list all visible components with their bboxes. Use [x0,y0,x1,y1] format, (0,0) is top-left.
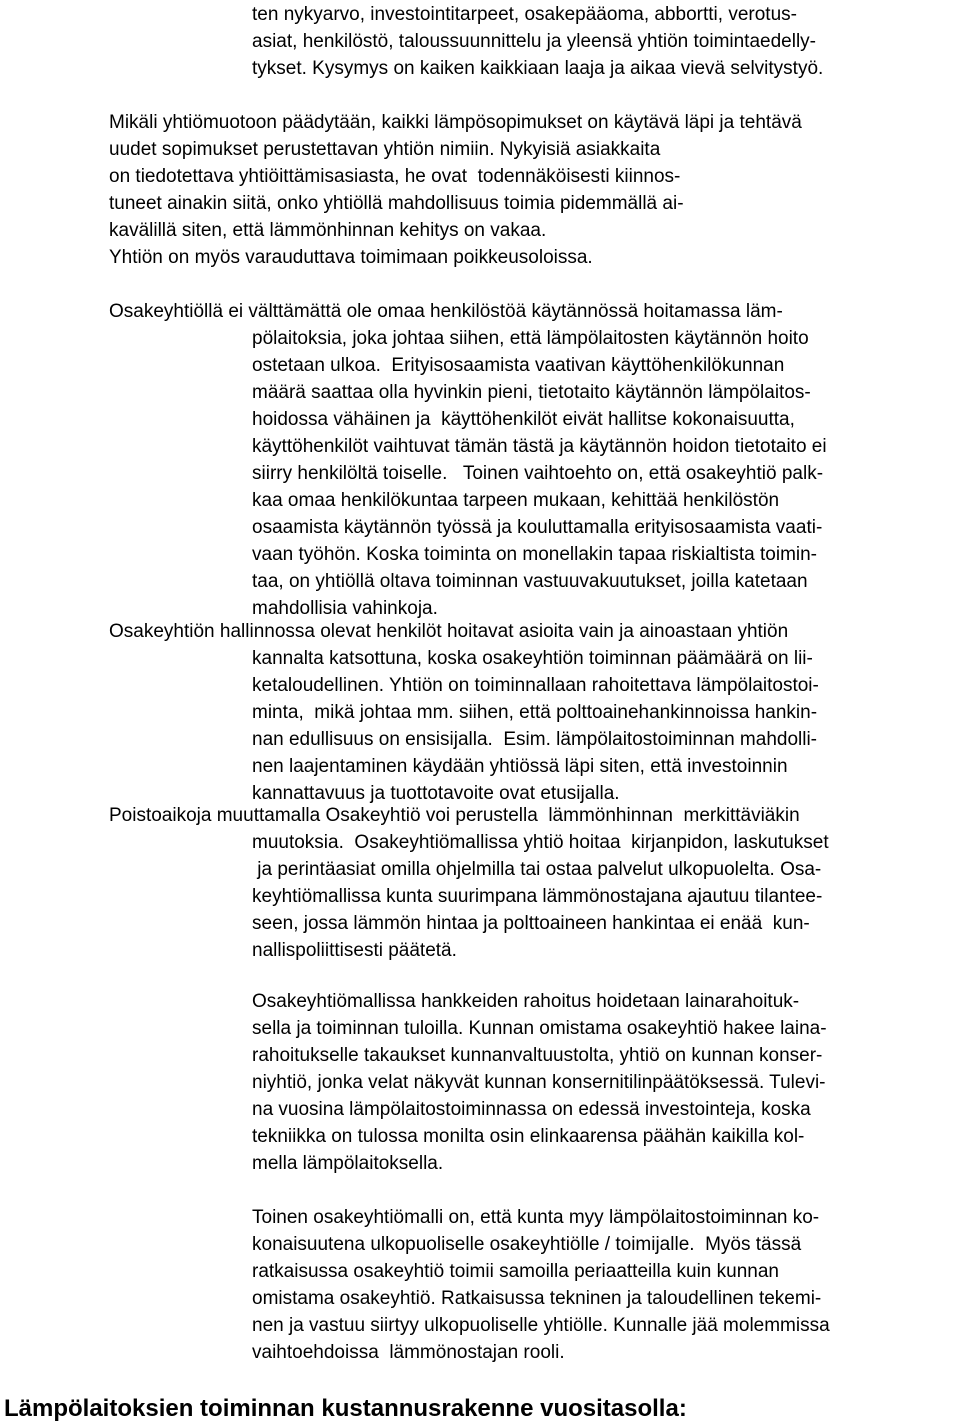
paragraph-7-line: konaisuutena ulkopuoliselle osakeyhtiölle / toimijalle. Myös tässä [252,1234,802,1255]
paragraph-3-line: pölaitoksia, joka johtaa siihen, että lämpölaitosten käytännön hoito [252,328,809,349]
paragraph-7-line: nen ja vastuu siirtyy ulkopuoliselle yhtiölle. Kunnalle jää molemmissa [252,1315,830,1336]
paragraph-3-line: mahdollisia vahinkoja. [252,598,438,619]
paragraph-1-line: tykset. Kysymys on kaiken kaikkiaan laaja ja aikaa vievä selvitystyö. [252,58,824,79]
paragraph-4-line: nan edullisuus on ensisijalla. Esim. lämpölaitostoiminnan mahdolli- [252,729,818,750]
paragraph-7-line: Toinen osakeyhtiömalli on, että kunta myy lämpölaitostoiminnan ko- [252,1207,820,1228]
paragraph-5-line: seen, jossa lämmön hintaa ja polttoaineen hankintaa ei enää kun- [252,913,810,934]
paragraph-6-line: mella lämpölaitoksella. [252,1153,444,1174]
paragraph-6-line: tekniikka on tulossa monilta osin elinkaarensa päähän kaikilla kol- [252,1126,805,1147]
paragraph-4-line: minta, mikä johtaa mm. siihen, että polttoainehankinnoissa hankin- [252,702,818,723]
paragraph-4-line: Osakeyhtiön hallinnossa olevat henkilöt hoitavat asioita vain ja ainoastaan yhtiön [109,621,789,642]
paragraph-6-line: rahoitukselle takaukset kunnanvaltuustolta, yhtiö on kunnan konser- [252,1045,823,1066]
paragraph-5-line: Poistoaikoja muuttamalla Osakeyhtiö voi perustella lämmönhinnan merkittäviäkin [109,805,800,826]
paragraph-3-line: käyttöhenkilöt vaihtuvat tämän tästä ja käytännön hoidon tietotaito ei [252,436,827,457]
paragraph-4-line: kannattavuus ja tuottotavoite ovat etusijalla. [252,783,620,804]
paragraph-5-line: nallispoliittisesti päätetä. [252,940,457,961]
paragraph-3-line: osaamista käytännön työssä ja kouluttamalla erityisosaamista vaati- [252,517,823,538]
paragraph-3-line: määrä saattaa olla hyvinkin pieni, tietotaito käytännön lämpölaitos- [252,382,811,403]
paragraph-2-line: on tiedotettava yhtiöittämisasiasta, he ovat todennäköisesti kiinnos- [109,166,681,187]
paragraph-6-line: sella ja toiminnan tuloilla. Kunnan omistama osakeyhtiö hakee laina- [252,1018,827,1039]
paragraph-7-line: vaihtoehdoissa lämmönostajan rooli. [252,1342,565,1363]
paragraph-5-line: ja perintäasiat omilla ohjelmilla tai ostaa palvelut ulkopuolelta. Osa- [252,859,822,880]
paragraph-7-line: omistama osakeyhtiö. Ratkaisussa tekninen ja taloudellinen tekemi- [252,1288,822,1309]
paragraph-2-line: uudet sopimukset perustettavan yhtiön nimiin. Nykyisiä asiakkaita [109,139,661,160]
paragraph-1-line: ten nykyarvo, investointitarpeet, osakepääoma, abbortti, verotus- [252,4,797,25]
paragraph-1-line: asiat, henkilöstö, taloussuunnittelu ja yleensä yhtiön toimintaedelly- [252,31,816,52]
paragraph-6-line: Osakeyhtiömallissa hankkeiden rahoitus hoidetaan lainarahoituk- [252,991,800,1012]
paragraph-3-line: Osakeyhtiöllä ei välttämättä ole omaa henkilöstöä käytännössä hoitamassa läm- [109,301,783,322]
paragraph-4-line: nen laajentaminen käydään yhtiössä läpi siten, että investoinnin [252,756,788,777]
paragraph-4-line: ketaloudellinen. Yhtiön on toiminnallaan rahoitettava lämpölaitostoi- [252,675,819,696]
paragraph-3-line: vaan työhön. Koska toiminta on monellakin tapaa riskialtista toimin- [252,544,818,565]
paragraph-6-line: na vuosina lämpölaitostoiminnassa on edessä investointeja, koska [252,1099,811,1120]
paragraph-2-line: kavälillä siten, että lämmönhinnan kehitys on vakaa. [109,220,547,241]
paragraph-5-line: muutoksia. Osakeyhtiömallissa yhtiö hoitaa kirjanpidon, laskutukset [252,832,829,853]
paragraph-3-line: taa, on yhtiöllä oltava toiminnan vastuuvakuutukset, joilla katetaan [252,571,808,592]
paragraph-3-line: hoidossa vähäinen ja käyttöhenkilöt eivät hallitse kokonaisuutta, [252,409,795,430]
paragraph-4-line: kannalta katsottuna, koska osakeyhtiön toiminnan päämäärä on lii- [252,648,813,669]
paragraph-3-line: kaa omaa henkilökuntaa tarpeen mukaan, kehittää henkilöstön [252,490,780,511]
paragraph-2-line: Mikäli yhtiömuotoon päädytään, kaikki lämpösopimukset on käytävä läpi ja tehtävä [109,112,802,133]
paragraph-2-line: Yhtiön on myös varauduttava toimimaan poikkeusoloissa. [109,247,593,268]
section-heading: Lämpölaitoksien toiminnan kustannusrakenne vuositasolla: [4,1395,687,1422]
paragraph-3-line: siirry henkilöltä toiselle. Toinen vaihtoehto on, että osakeyhtiö palk- [252,463,824,484]
paragraph-3-line: ostetaan ulkoa. Erityisosaamista vaativan käyttöhenkilökunnan [252,355,785,376]
paragraph-5-line: keyhtiömallissa kunta suurimpana lämmönostajana ajautuu tilantee- [252,886,823,907]
paragraph-2-line: tuneet ainakin siitä, onko yhtiöllä mahdollisuus toimia pidemmällä ai- [109,193,684,214]
paragraph-7-line: ratkaisussa osakeyhtiö toimii samoilla periaatteilla kuin kunnan [252,1261,779,1282]
paragraph-6-line: niyhtiö, jonka velat näkyvät kunnan konsernitilinpäätöksessä. Tulevi- [252,1072,826,1093]
